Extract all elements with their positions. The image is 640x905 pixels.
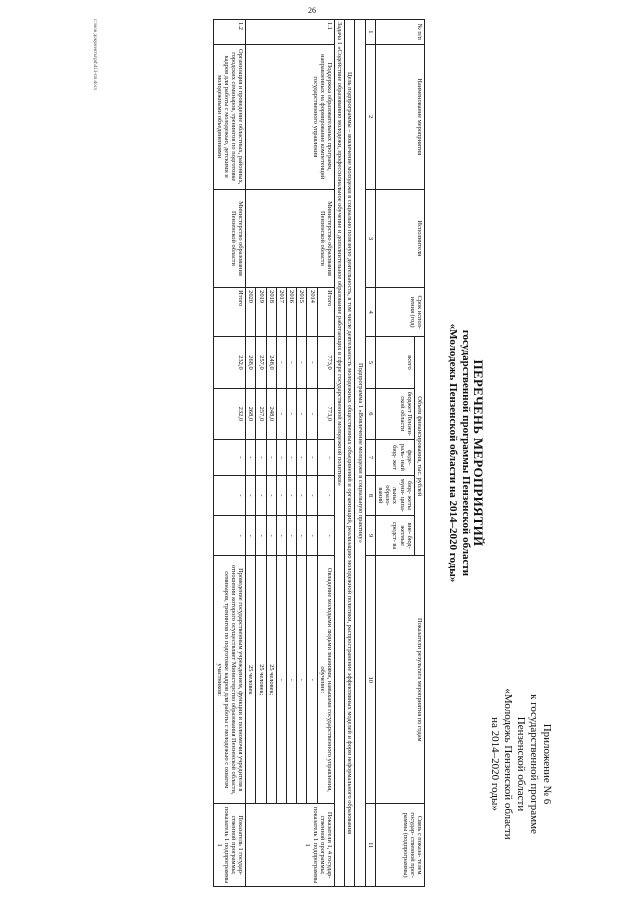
funding-extra: - (307, 515, 317, 555)
col-number: 5 (365, 336, 375, 387)
funding-total: - (297, 336, 307, 387)
header-federal: феде- раль- ный бюд- жет (375, 439, 414, 475)
result-value: 25 человек (246, 555, 256, 803)
funding-total: 773,0 (317, 336, 334, 387)
funding-municipal: - (286, 475, 296, 515)
funding-municipal: - (214, 475, 246, 515)
header-indicators: Показатели результата мероприятия по годам (375, 555, 424, 803)
document-title: ПЕРЕЧЕНЬ МЕРОПРИЯТИЙ (471, 359, 486, 546)
file-path: c:\мои документы\pd\413-пп.docx (92, 18, 97, 90)
appendix-line: на 2014–2020 годы» (489, 716, 501, 811)
col-number: 10 (365, 555, 375, 803)
document-heading (446, 263, 485, 643)
funding-total: 268,0 (246, 336, 256, 387)
funding-regional: 257,0 (256, 388, 266, 439)
funding-total: - (276, 336, 286, 387)
funding-municipal: - (276, 475, 286, 515)
funding-regional: - (286, 388, 296, 439)
result-value: - (297, 555, 307, 803)
appendix-line: к государственной программе (528, 693, 540, 834)
funding-extra: - (317, 515, 334, 555)
year-cell: Итого (317, 287, 334, 336)
result-value: 25 человек; (266, 555, 276, 803)
funding-total: 248,0 (266, 336, 276, 387)
funding-federal: - (214, 439, 246, 475)
program-link: Показатели 1, 4 государ- ственной программы; показатель 1 подпрограммы 1 (246, 803, 335, 886)
year-cell: 2020 (246, 287, 256, 336)
year-cell: 2019 (256, 287, 266, 336)
measure-name: Поддержка образовательных программ, направленных на формирование компетенций государственного управления (246, 44, 335, 189)
header-num: № п/п (375, 19, 424, 44)
funding-extra: - (276, 515, 286, 555)
appendix-line: Пензенской области (515, 716, 527, 811)
funding-extra: - (246, 515, 256, 555)
year-cell: 2017 (276, 287, 286, 336)
funding-regional: - (307, 388, 317, 439)
year-cell: 2015 (297, 287, 307, 336)
document-subtitle: «Молодежь Пензенской области на 2014–2020 годы» (447, 323, 459, 582)
funding-federal: - (307, 439, 317, 475)
result-value: - (307, 555, 317, 803)
col-number: 6 (365, 388, 375, 439)
funding-municipal: - (297, 475, 307, 515)
funding-total: 257,0 (256, 336, 266, 387)
subprogram-goal: Цель подпрограммы – вовлечение молодежи в социально полезную деятельность, в том числе деятельность молодежных общественных объединений и организаций, реализацию молодежной политики, распространение эффективных моделей и форм неформального образования (345, 19, 355, 886)
measures-table (213, 19, 425, 887)
program-link: Показатель 1 государ- ственной программы; показатель 1 подпрограммы 1 (214, 803, 246, 886)
funding-extra: - (286, 515, 296, 555)
funding-regional: 773,0 (317, 388, 334, 439)
appendix-block (488, 639, 553, 889)
col-number: 9 (365, 515, 375, 555)
funding-total: - (307, 336, 317, 387)
page-number: 26 (308, 6, 316, 15)
measure-executor: Министерство образования Пензенской области (246, 189, 335, 287)
header-term: Срок испол- нения (год) (375, 287, 424, 336)
appendix-line: Приложение № 6 (541, 723, 553, 804)
year-cell: Итого (214, 287, 246, 336)
funding-federal: - (297, 439, 307, 475)
funding-municipal: - (317, 475, 334, 515)
funding-federal: - (286, 439, 296, 475)
col-number: 8 (365, 475, 375, 515)
funding-federal: - (256, 439, 266, 475)
col-number: 4 (365, 287, 375, 336)
row-number: 1.2 (214, 19, 246, 44)
header-link: Связь с показа- телем государ- ственной прог- раммы (подпрограммы) (375, 803, 424, 886)
document-subtitle: государственной программы Пензенской области (460, 329, 472, 576)
col-number: 3 (365, 189, 375, 287)
result-value: - (276, 555, 286, 803)
subprogram-title: Подпрограмма 1 «Вовлечение молодежи в социальную практику» (355, 19, 365, 886)
funding-municipal: - (256, 475, 266, 515)
result-indicator: Овладение молодыми людьми знаниями, навыками государственного управления, обучение: (317, 555, 334, 803)
result-indicator: Проведение государственным учреждением, функции и полномочия учредителя в отношении которого осуществляет Министерство образования Пензенской области, семинаров, тренингов по подготовке кадров для работы с молодежью с охватом участников: (214, 555, 246, 803)
col-number: 11 (365, 803, 375, 886)
header-extra: вне- бюд- жетные средст- ва (375, 515, 414, 555)
funding-regional: - (297, 388, 307, 439)
header-regional: бюджет Пензен- ской области (375, 388, 414, 439)
funding-extra: - (297, 515, 307, 555)
col-number: 2 (365, 44, 375, 189)
funding-federal: - (266, 439, 276, 475)
appendix-line: «Молодежь Пензенской области (502, 687, 514, 840)
funding-regional: 248,0 (266, 388, 276, 439)
funding-federal: - (276, 439, 286, 475)
header-name: Наименование мероприятия (375, 44, 424, 189)
col-number: 1 (365, 19, 375, 44)
funding-federal: - (246, 439, 256, 475)
header-municipal: бюд- жеты муни- ципа- льных образо- ваний (375, 475, 414, 515)
col-number: 7 (365, 439, 375, 475)
year-cell: 2014 (307, 287, 317, 336)
header-total: всего (375, 336, 414, 387)
funding-total: 232,0 (214, 336, 246, 387)
year-cell: 2016 (286, 287, 296, 336)
landscape-sheet (85, 13, 555, 893)
funding-municipal: - (266, 475, 276, 515)
header-executor: Исполнители (375, 189, 424, 287)
funding-extra: - (256, 515, 266, 555)
year-cell: 2018 (266, 287, 276, 336)
result-value: 25 человек; (256, 555, 266, 803)
measure-executor: Министерство образования Пензенской области (214, 189, 246, 287)
funding-federal: - (317, 439, 334, 475)
funding-total: - (286, 336, 296, 387)
measure-name: Организация и проведение областных, районных, городских семинаров, тренингов по подготовке кадров для работы с молодежью, детскими и молодежными объединениями (214, 44, 246, 189)
funding-regional: 268,0 (246, 388, 256, 439)
funding-municipal: - (307, 475, 317, 515)
funding-municipal: - (246, 475, 256, 515)
row-number: 1.1 (246, 19, 335, 44)
funding-regional: 232,0 (214, 388, 246, 439)
header-funding: Объем финансирования, тыс. рублей (414, 336, 424, 555)
funding-extra: - (214, 515, 246, 555)
result-value: - (286, 555, 296, 803)
funding-extra: - (266, 515, 276, 555)
task-title: Задача 1 «Содействие образованию молодежи, профессиональное обучение и дополнительное образование работающих в сфере государственной молодежной политики» (334, 19, 344, 886)
funding-regional: - (276, 388, 286, 439)
